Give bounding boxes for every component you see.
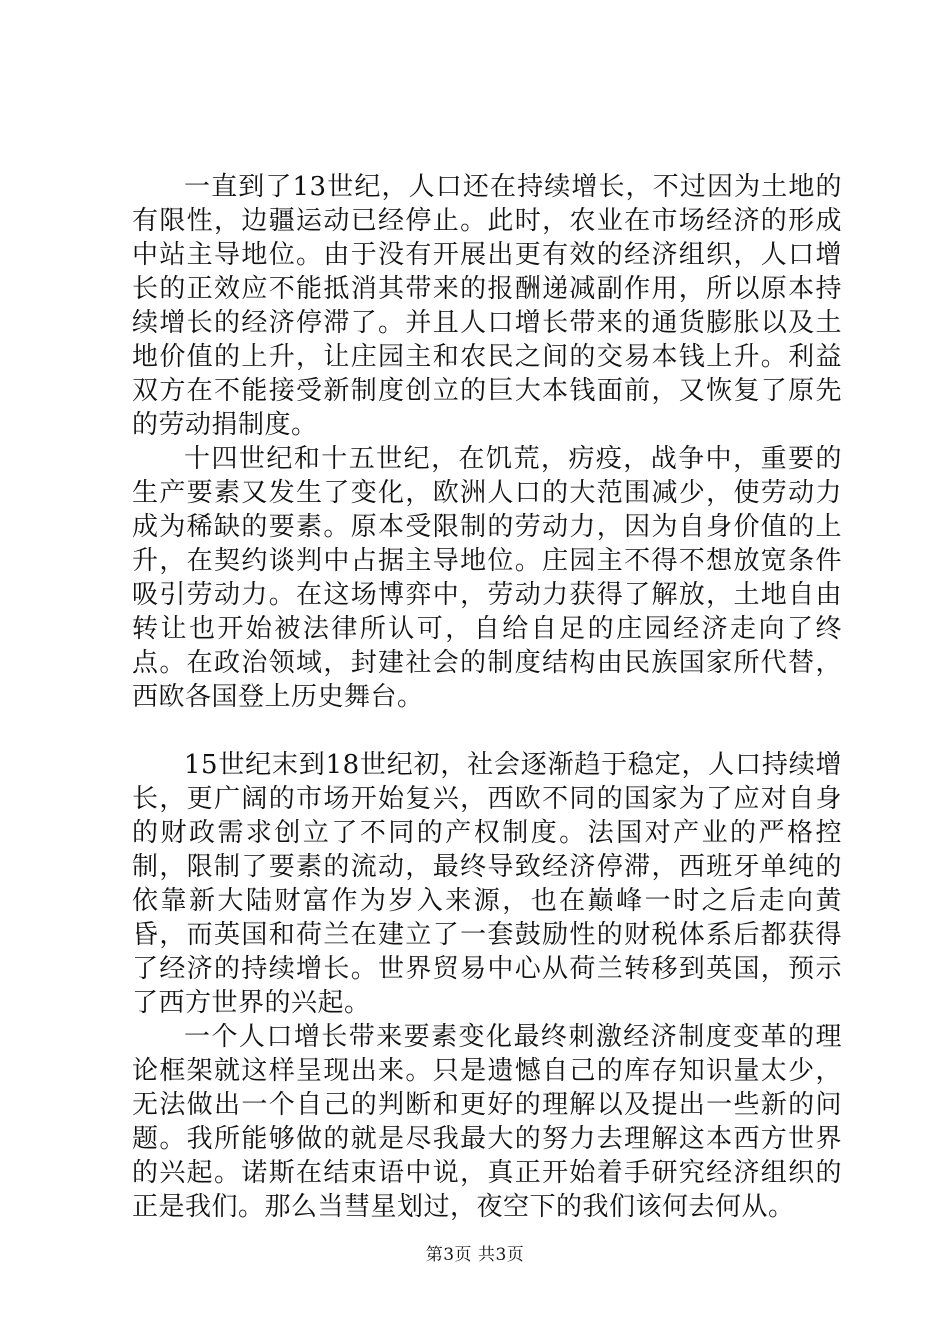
- paragraph-1: 一直到了13世纪，人口还在持续增长，不过因为土地的有限性，边疆运动已经停止。此时，农业在市场经济的形成中站主导地位。由于没有开展出更有效的经济组织，人口增长的正效应不能抵消其带来的报酬递减副作用，所以原本持续增长的经济停滞了。并且人口增长带来的通货膨胀以及土地价值的上升，让庄园主和农民之间的交易本钱上升。利益双方在不能接受新制度创立的巨大本钱面前，又恢复了原先的劳动捐制度。: [132, 172, 842, 440]
- page-footer: 第3页 共3页: [425, 1245, 525, 1265]
- paragraph-spacer: [132, 714, 842, 748]
- paragraph-3: 15世纪末到18世纪初，社会逐渐趋于稳定，人口持续增长，更广阔的市场开始复兴，西欧不同的国家为了应对自身的财政需求创立了不同的产权制度。法国对产业的严格控制，限制了要素的流动，最终导致经济停滞，西班牙单纯的依靠新大陆财富作为岁入来源，也在巅峰一时之后走向黄昏，而英国和荷兰在建立了一套鼓励性的财税体系后都获得了经济的持续增长。世界贸易中心从荷兰转移到英国，预示了西方世界的兴起。: [132, 750, 842, 1018]
- paragraph-2: 十四世纪和十五世纪，在饥荒，疠疫，战争中，重要的生产要素又发生了变化，欧洲人口的大范围减少，使劳动力成为稀缺的要素。原本受限制的劳动力，因为自身价值的上升，在契约谈判中占据主导地位。庄园主不得不想放宽条件吸引劳动力。在这场博弈中，劳动力获得了解放，土地自由转让也开始被法律所认可，自给自足的庄园经济走向了终点。在政治领域，封建社会的制度结构由民族国家所代替，西欧各国登上历史舞台。: [132, 444, 842, 712]
- paragraph-4: 一个人口增长带来要素变化最终刺激经济制度变革的理论框架就这样呈现出来。只是遗憾自己的库存知识量太少，无法做出一个自己的判断和更好的理解以及提出一些新的问题。我所能够做的就是尽我最大的努力去理解这本西方世界的兴起。诺斯在结束语中说，真正开始着手研究经济组织的正是我们。那么当彗星划过，夜空下的我们该何去何从。: [132, 1022, 842, 1222]
- body-text: [132, 170, 842, 1224]
